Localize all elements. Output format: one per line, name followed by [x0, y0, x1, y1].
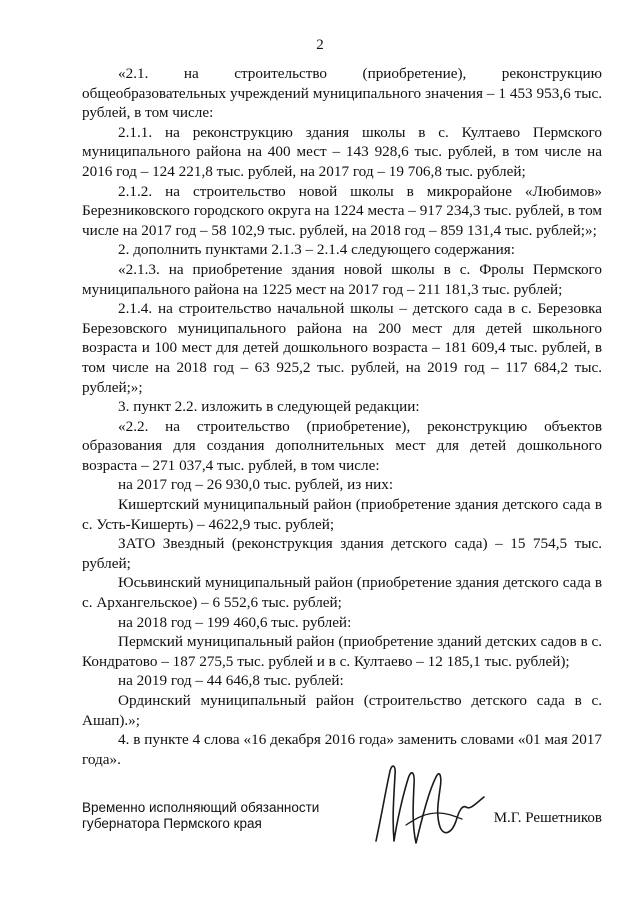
- page-number: 2: [316, 37, 324, 53]
- handwritten-signature: [370, 755, 490, 855]
- paragraph-2018-total: на 2018 год – 199 460,6 тыс. рублей:: [118, 613, 352, 631]
- document-body: [82, 64, 602, 769]
- paragraph-2019-total: на 2019 год – 44 646,8 тыс. рублей:: [118, 672, 344, 690]
- paragraph-zato-zvezdny: ЗАТО Звездный (реконструкция здания детского сада) – 15 754,5 тыс. рублей;: [82, 535, 602, 572]
- paragraph-2-1: «2.1. на строительство (приобретение), реконструкцию общеобразовательных учреждений муниципального значения – 1 453 953,6 тыс. рублей, в том числе:: [82, 65, 602, 122]
- paragraph-2-2: «2.2. на строительство (приобретение), реконструкцию объектов образования для создания дополнительных мест для детей дошкольного возраста – 271 037,4 тыс. рублей, в том числе:: [82, 417, 602, 474]
- signatory-title: [82, 800, 319, 832]
- paragraph-2-1-1: 2.1.1. на реконструкцию здания школы в с. Култаево Пермского муниципального района на 400 мест – 143 928,6 тыс. рублей, в том числе на 2016 год – 124 221,8 тыс. рублей, на 2017 год – 19 706,8 тыс. рублей;: [82, 123, 602, 180]
- paragraph-2-1-3: «2.1.3. на приобретение здания новой школы в с. Фролы Пермского муниципального района на 1225 мест на 2017 год – 211 181,3 тыс. рублей;: [82, 260, 602, 298]
- signatory-name: М.Г. Решетников: [493, 810, 602, 826]
- signatory-title-line-2: губернатора Пермского края: [82, 816, 262, 831]
- signature-block: [82, 800, 602, 860]
- paragraph-2017-total: на 2017 год – 26 930,0 тыс. рублей, из них:: [118, 476, 394, 494]
- paragraph-item-4: 4. в пункте 4 слова «16 декабря 2016 года» заменить словами «01 мая 2017 года».: [82, 731, 602, 768]
- paragraph-permsky: Пермский муниципальный район (приобретение зданий детских садов в с. Кондратово – 187 275,5 тыс. рублей и в с. Култаево – 12 185,1 тыс. рублей);: [82, 633, 602, 670]
- paragraph-2-1-2: 2.1.2. на строительство новой школы в микрорайоне «Любимов» Березниковского городского округа на 1224 места – 917 234,3 тыс. рублей, в том числе на 2017 год – 58 102,9 тыс. рублей, на 2018 год – 859 131,4 тыс. рублей;»;: [82, 182, 602, 239]
- paragraph-ordinsky: Ординский муниципальный район (строительство детского сада в с. Ашап).»;: [82, 692, 602, 729]
- paragraph-item-3: 3. пункт 2.2. изложить в следующей редакции:: [118, 398, 420, 416]
- signatory-title-line-1: Временно исполняющий обязанности: [82, 800, 320, 815]
- paragraph-kishertsky: Кишертский муниципальный район (приобретение здания детского сада в с. Усть-Кишерть) – 4622,9 тыс. рублей;: [82, 496, 602, 533]
- paragraph-item-2: 2. дополнить пунктами 2.1.3 – 2.1.4 следующего содержания:: [118, 241, 515, 259]
- paragraph-yusvinsky: Юсьвинский муниципальный район (приобретение здания детского сада в с. Архангельское) – 6 552,6 тыс. рублей;: [82, 574, 602, 612]
- paragraph-2-1-4: 2.1.4. на строительство начальной школы – детского сада в с. Березовка Березовского муниципального района на 200 мест для детей школьного возраста и 100 мест для детей дошкольного возраста – 181 609,4 тыс. рублей, в том числе на 2018 год – 63 925,2 тыс. рублей, на 2019 год – 117 684,2 тыс. рублей;»;: [82, 300, 602, 396]
